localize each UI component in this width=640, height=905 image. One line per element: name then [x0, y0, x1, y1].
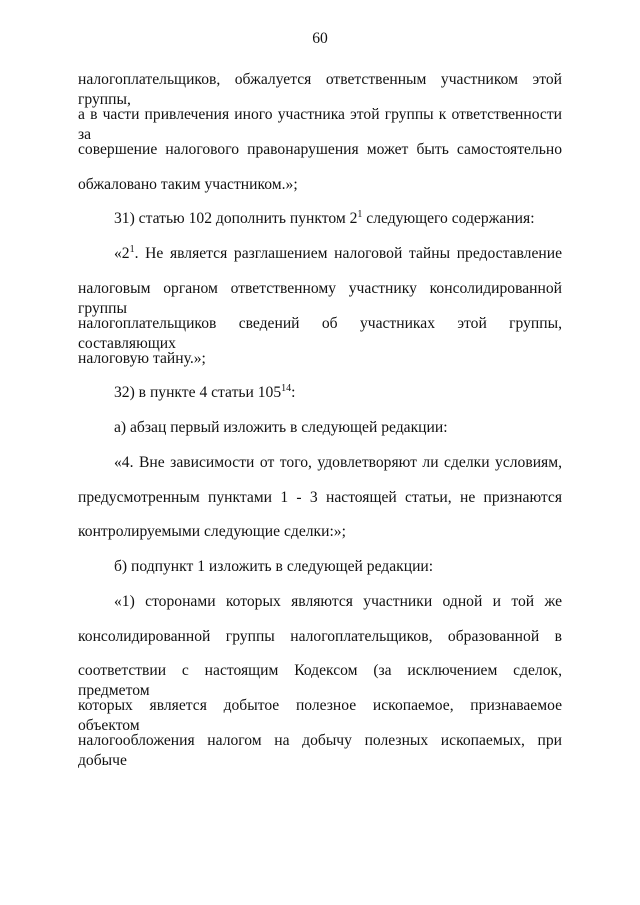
text-line-11: а) абзац первый изложить в следующей редакции: — [114, 419, 448, 436]
text-line-6 — [114, 244, 562, 264]
text-line-8: налогоплательщиков сведений об участниках этой группы, составляющих — [78, 315, 562, 352]
page-number: 60 — [312, 30, 328, 47]
text-line-15: б) подпункт 1 изложить в следующей редакции: — [114, 558, 434, 575]
text-line-6-part-1: «2 — [114, 245, 130, 262]
text-line-7: налоговым органом ответственному участнику консолидированной группы — [78, 280, 562, 317]
text-line-16: «1) сторонами которых являются участники одной и той же — [114, 593, 562, 610]
text-line-19: которых является добытое полезное ископаемое, признаваемое объектом — [78, 697, 562, 734]
text-line-13: предусмотренным пунктами 1 - 3 настоящей статьи, не признаются — [78, 489, 562, 506]
text-line-5-part-1: 31) статью 102 дополнить пунктом 2 — [114, 210, 358, 227]
superscript: 14 — [281, 383, 292, 394]
text-line-14: контролируемыми следующие сделки:»; — [78, 523, 346, 540]
text-line-10 — [114, 383, 562, 403]
text-line-18: соответствии с настоящим Кодексом (за исключением сделок, предметом — [78, 662, 562, 699]
text-line-20: налогообложения налогом на добычу полезных ископаемых, при добыче — [78, 732, 562, 769]
text-line-4: обжаловано таким участником.»; — [78, 176, 298, 193]
text-line-17: консолидированной группы налогоплательщиков, образованной в — [78, 628, 562, 645]
superscript: 1 — [357, 209, 363, 220]
text-line-1: налогоплательщиков, обжалуется ответственным участником этой группы, — [78, 71, 562, 108]
text-line-6-part-2: . Не является разглашением налоговой тайны предоставление — [134, 245, 562, 262]
text-line-3: совершение налогового правонарушения может быть самостоятельно — [78, 141, 562, 158]
text-line-5-part-2: следующего содержания: — [362, 210, 535, 227]
text-line-10-part-2: : — [291, 384, 296, 401]
text-line-5 — [114, 209, 562, 229]
text-line-12: «4. Вне зависимости от того, удовлетворяют ли сделки условиям, — [114, 454, 562, 471]
text-line-10-part-1: 32) в пункте 4 статьи 105 — [114, 384, 282, 401]
superscript: 1 — [129, 244, 135, 255]
text-line-9: налоговую тайну.»; — [78, 350, 206, 367]
text-line-2: а в части привлечения иного участника этой группы к ответственности за — [78, 106, 562, 143]
